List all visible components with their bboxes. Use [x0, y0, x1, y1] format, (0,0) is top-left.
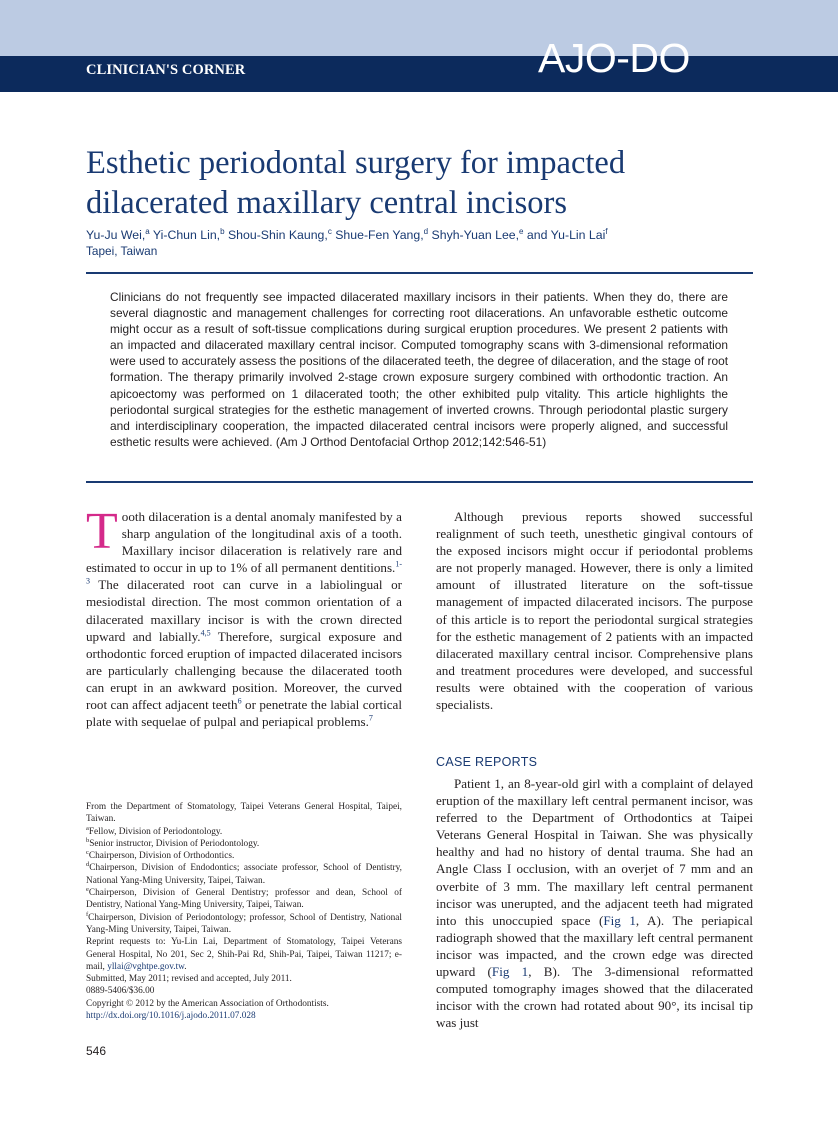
article-title: Esthetic periodontal surgery for impacted dilacerated maxillary central incisors	[86, 144, 626, 221]
author-affiliation-mark: e	[519, 226, 524, 236]
footnote-mark: f	[86, 910, 89, 918]
submission-dates: Submitted, May 2011; revised and accepted, July 2011.	[86, 974, 292, 985]
copyright: Copyright © 2012 by the American Association of Orthodontists.	[86, 998, 329, 1009]
issn: 0889-5406/$36.00	[86, 986, 155, 997]
figure-ref[interactable]: Fig 1	[491, 964, 529, 980]
author-list	[86, 228, 608, 242]
author-affiliation-mark: a	[145, 226, 150, 236]
author-name: Shue-Fen Yang,	[335, 228, 424, 242]
citation-ref[interactable]: 7	[368, 713, 373, 723]
footnote-b: $^b$Senior instructor, Division of Periodontology.	[86, 836, 260, 849]
citation-ref[interactable]: 4,5	[200, 628, 211, 638]
author-affiliation-mark: f	[605, 226, 608, 236]
abstract-bottom-rule	[86, 481, 753, 483]
case-text: , B). The 3-dimensional reformatted computed tomography images showed that the dilacerated incisor with the crown had rotated about 90°, its incisal tip was just	[436, 964, 753, 1031]
citation-ref[interactable]: 6	[237, 696, 242, 706]
author-name: Yi-Chun Lin,	[152, 228, 221, 242]
footnote-mark: a	[86, 824, 89, 832]
author-name: Shou-Shin Kaung,	[227, 228, 328, 242]
author-affiliation-mark: d	[423, 226, 429, 236]
footnote-mark: e	[86, 885, 89, 893]
intro-paragraph-2: Although previous reports showed successful realignment of such teeth, unesthetic gingival contours of the exposed incisors might occur if periodontal problems are not properly managed. However, there is only a limited amount of illustrated literature on the soft-tissue management of impacted dilacerated incisors. The purpose of this article is to report the periodontal surgical strategies for the esthetic management of 2 patients with an impacted dilacerated maxillary central incisor. Comprehensive plans and treatment procedures were developed, and successful results were obtained with the cooperation of various specialists.	[436, 509, 753, 713]
reprint-requests: Reprint requests to: Yu-Lin Lai, Department of Stomatology, Taipei Veterans General Hospital, No 201, Sec 2, Shih-Pai Rd, Shih-Pai, Taipei, Taiwan 11217; e-mail, yllai@vghtpe.gov.tw.	[86, 937, 402, 972]
footnote-d: $^d$Chairperson, Division of Endodontics; associate professor, School of Dentistry, National Yang-Ming University, Taipei, Taiwan.	[86, 861, 402, 886]
case-text: Patient 1, an 8-year-old girl with a complaint of delayed eruption of the maxillary left central permanent incisor, was referred to the Department of Orthodontics at Taipei Veterans General Hospital in Taiwan. She was physically healthy and had no history of dental trauma. She had an Angle Class I occlusion, with an overjet of 7 mm and an overbite of 3 mm. The maxillary left central permanent incisor was unerupted, and the adjacent teeth had migrated into this unoccupied space (	[436, 776, 753, 928]
intro-text: or penetrate the labial cortical plate with sequelae of pulpal and periapical problems.	[86, 697, 402, 730]
journal-logo: AJO-DO	[538, 35, 690, 81]
footnote-mark: d	[86, 861, 90, 869]
footnote-e: $^e$Chairperson, Division of General Dentistry; professor and dean, School of Dentistry, National Yang-Ming University, Taipei, Taiwan.	[86, 885, 402, 911]
author-affiliation-mark: c	[327, 226, 332, 236]
section-heading-case-reports: CASE REPORTS	[436, 755, 538, 769]
abstract: Clinicians do not frequently see impacted dilacerated maxillary incisors in their patients. When they do, there are several diagnostic and management challenges for correcting root dilacerations. An unfavorable esthetic outcome might occur as a result of soft-tissue complications during surgical eruption procedures. We present 2 patients with an impacted and dilacerated maxillary central incisor. Computed tomography scans with 3-dimensional reformation were used to accurately assess the positions of the dilacerated teeth, the degree of dilaceration, and the stage of root formation. The therapy primarily involved 2-stage crown exposure surgery combined with orthodontic traction. An apicoectomy was performed on 1 dilacerated tooth; the other exhibited pulp vitality. This article highlights the periodontal surgical strategies for the esthetic management of inverted crowns. Through periodontal plastic surgery and interdisciplinary cooperation, the impacted dilacerated central incisors were properly aligned, and successful esthetic results were achieved. (Am J Orthod Dentofacial Orthop 2012;142:546-51)	[110, 290, 728, 449]
footnote-mark: c	[86, 849, 89, 857]
author-location: Tapei, Taiwan	[86, 244, 158, 258]
section-label: CLINICIAN'S CORNER	[86, 62, 246, 78]
email-link[interactable]: yllai@vghtpe.gov.tw	[107, 961, 185, 972]
footnote-mark: b	[86, 836, 90, 844]
intro-text: ooth dilaceration is a dental anomaly manifested by a sharp angulation of the longitudinal axis of a tooth. Maxillary incisor dilaceration is relatively rare and estimated to occur in up to 1% of all permanent dentitions.	[86, 509, 402, 576]
doi-link[interactable]: http://dx.doi.org/10.1016/j.ajodo.2011.07.028	[86, 1011, 256, 1022]
intro-text: Therefore, surgical exposure and orthodontic forced eruption of impacted dilacerated incisors are particularly challenging because the dilacerated tooth can erupt in an awkward position. Moreover, the curved root can affect adjacent teeth	[86, 628, 403, 713]
case-paragraph	[436, 775, 753, 1031]
footnotes	[86, 801, 402, 1022]
author-name: and Yu-Lin Lai	[526, 228, 606, 242]
figure-ref[interactable]: Fig 1	[603, 912, 636, 928]
author-name: Shyh-Yuan Lee,	[431, 228, 520, 242]
abstract-top-rule	[86, 272, 753, 274]
footnote-a: $^a$Fellow, Division of Periodontology.	[86, 824, 223, 837]
intro-paragraph	[86, 503, 403, 730]
author-affiliation-mark: b	[220, 226, 225, 236]
citation-ref[interactable]: 1-3	[86, 559, 402, 587]
case-text: , A). The periapical radiograph showed that the maxillary left central permanent incisor was impacted, and the crown edge was directed upward (	[436, 912, 753, 980]
drop-cap: T	[86, 503, 118, 560]
header-top-band	[0, 0, 838, 56]
footnote-from: From the Department of Stomatology, Taipei Veterans General Hospital, Taipei, Taiwan.	[86, 802, 402, 825]
footnote-c: $^c$Chairperson, Division of Orthodontics.	[86, 849, 235, 862]
author-name: Yu-Ju Wei,	[86, 228, 146, 242]
page-number: 546	[86, 1044, 107, 1058]
footnote-f: $^f$Chairperson, Division of Periodontology; professor, School of Dentistry, National Yang-Ming University, Taipei, Taiwan.	[86, 910, 402, 935]
intro-text: The dilacerated root can curve in a labiolingual or mesiodistal direction. The most common orientation of a dilacerated maxillary incisor is with the crown directed upward and labially.	[86, 577, 402, 644]
